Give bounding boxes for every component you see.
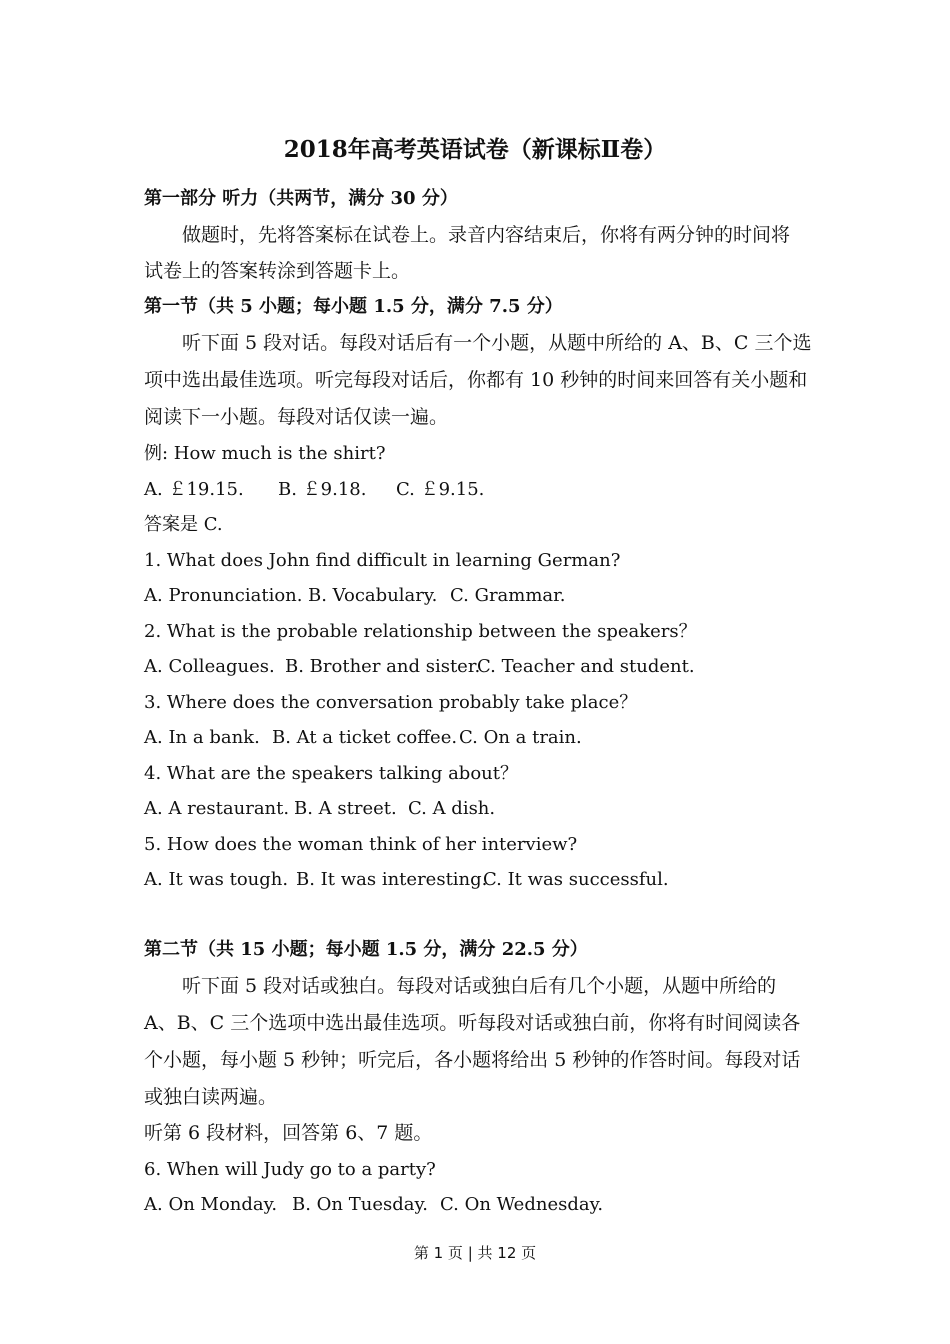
option-a: A. A restaurant.	[144, 798, 290, 819]
option-b: B. It was interesting.	[296, 869, 488, 890]
option-c: C. A dish.	[408, 798, 496, 819]
example-answer: 答案是 C.	[144, 514, 223, 535]
example-option-a: A. ￡19.15.	[144, 479, 244, 500]
option-b: B. On Tuesday.	[292, 1194, 428, 1215]
question-6-options	[144, 1192, 603, 1218]
section2-intro-line-3: 个小题，每小题 5 秒钟；听完后，各小题将给出 5 秒钟的作答时间。每段对话	[144, 1049, 801, 1071]
question-1: 1. What does John find difficult in learning German?	[144, 550, 621, 571]
question-3-options	[144, 725, 582, 751]
option-a: A. Colleagues.	[144, 656, 275, 677]
question-3: 3. Where does the conversation probably take place？	[144, 692, 638, 713]
part1-intro-line-1: 做题时，先将答案标在试卷上。录音内容结束后，你将有两分钟的时间将	[182, 224, 791, 246]
option-c: C. It was successful.	[483, 869, 669, 890]
option-b: B. A street.	[294, 798, 397, 819]
page-footer: 第 1 页 | 共 12 页	[413, 1244, 537, 1262]
section2-intro-line-4: 或独白读两遍。	[144, 1086, 278, 1108]
page-title: 2018年高考英语试卷（新课标Ⅱ卷）	[283, 136, 667, 163]
option-c: C. On Wednesday.	[440, 1194, 604, 1215]
section2-heading: 第二节（共 15 小题；每小题 1.5 分，满分 22.5 分）	[144, 939, 588, 960]
material-6-instruction: 听第 6 段材料，回答第 6、7 题。	[144, 1122, 433, 1144]
question-5-options	[144, 867, 669, 893]
section2-intro-line-1: 听下面 5 段对话或独白。每段对话或独白后有几个小题，从题中所给的	[182, 975, 777, 997]
question-4-options	[144, 796, 495, 822]
option-b: B. Brother and sister.	[285, 656, 481, 677]
section1-intro-line-1: 听下面 5 段对话。每段对话后有一个小题，从题中所给的 A、B、C 三个选	[182, 332, 812, 354]
question-4: 4. What are the speakers talking about？	[144, 763, 518, 784]
question-1-options	[144, 583, 566, 609]
question-5: 5. How does the woman think of her interview?	[144, 834, 578, 855]
section1-intro-line-2: 项中选出最佳选项。听完每段对话后，你都有 10 秒钟的时间来回答有关小题和	[144, 369, 808, 391]
option-b: B. Vocabulary.	[308, 585, 438, 606]
part1-heading: 第一部分 听力（共两节，满分 30 分）	[144, 188, 458, 209]
option-a: A. In a bank.	[144, 727, 260, 748]
part1-intro-line-2: 试卷上的答案转涂到答题卡上。	[144, 260, 411, 282]
section1-intro-line-3: 阅读下一小题。每段对话仅读一遍。	[144, 406, 449, 428]
question-2-options	[144, 654, 695, 680]
option-c: C. On a train.	[459, 727, 582, 748]
question-6: 6. When will Judy go to a party?	[144, 1159, 436, 1180]
option-a: A. It was tough.	[144, 869, 289, 890]
example-question: 例: How much is the shirt?	[144, 443, 386, 464]
example-option-c: C. ￡9.15.	[396, 479, 485, 500]
option-c: C. Grammar.	[450, 585, 566, 606]
example-option-b: B. ￡9.18.	[278, 479, 367, 500]
section2-intro-line-2: A、B、C 三个选项中选出最佳选项。听每段对话或独白前，你将有时间阅读各	[144, 1012, 801, 1034]
example-options	[144, 477, 484, 503]
question-2: 2. What is the probable relationship between the speakers？	[144, 621, 697, 642]
option-a: A. On Monday.	[144, 1194, 278, 1215]
option-b: B. At a ticket coffee.	[272, 727, 458, 748]
option-a: A. Pronunciation.	[144, 585, 303, 606]
section1-heading: 第一节（共 5 小题；每小题 1.5 分，满分 7.5 分）	[144, 296, 563, 317]
option-c: C. Teacher and student.	[477, 656, 695, 677]
